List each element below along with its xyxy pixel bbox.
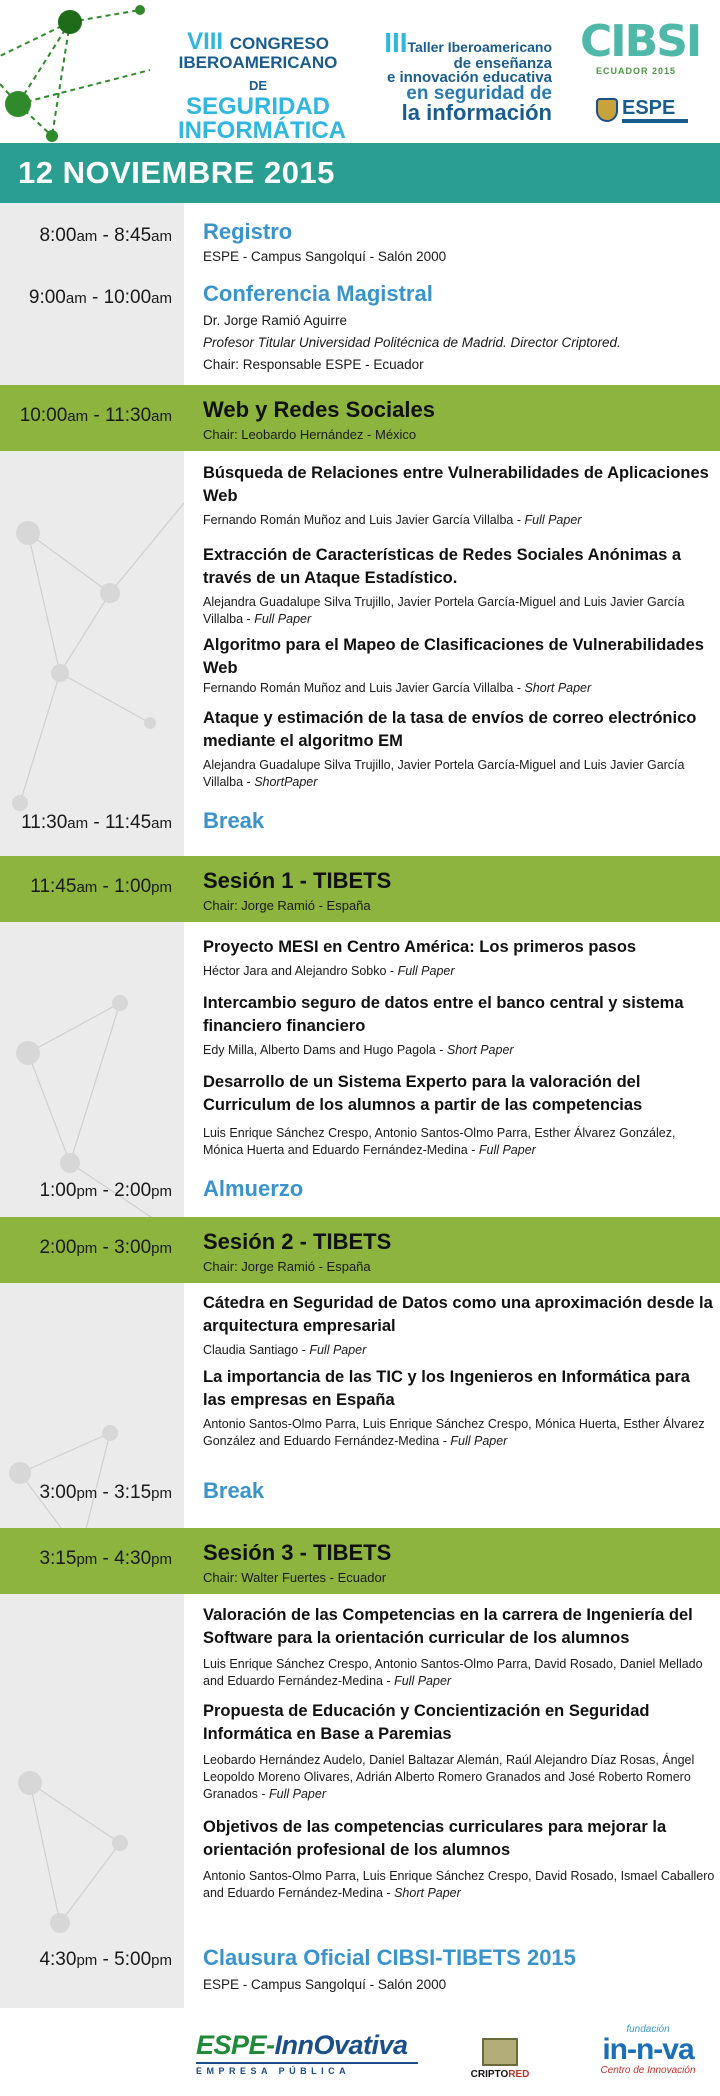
- paper-authors: Edy Milla, Alberto Dams and Hugo Pagola - Short Paper: [203, 1043, 514, 1057]
- paper-title: Proyecto MESI en Centro América: Los primeros pasos: [203, 938, 637, 956]
- paper-title: Desarrollo de un Sistema Experto para la valoración del Curriculum de los alumnos a partir de las competencias: [203, 1073, 643, 1114]
- espe-innovativa-name2: InnOvativa: [274, 2030, 408, 2060]
- paper-title: Objetivos de las competencias curriculares para mejorar la orientación profesional de los alumnos: [203, 1818, 667, 1859]
- session-header-sesion2: [0, 1217, 720, 1283]
- criptored-name-b: RED: [508, 2069, 530, 2080]
- event-place: ESPE - Campus Sangolquí - Salón 2000: [203, 249, 447, 264]
- taller-line1: Taller Iberoamericano: [407, 39, 552, 55]
- paper-item: [203, 992, 715, 1059]
- paper-item: [203, 1366, 715, 1450]
- paper-type: Full Paper: [524, 513, 582, 527]
- session-title: Web y Redes Sociales: [203, 397, 435, 422]
- time-label: 9:00am - 10:00am: [28, 287, 172, 308]
- paper-title: Extracción de Características de Redes Sociales Anónimas a través de un Ataque Estadístico.: [203, 546, 682, 587]
- paper-title: Ataque y estimación de la tasa de envíos de correo electrónico mediante el algoritmo EM: [203, 709, 697, 750]
- paper-type: Full Paper: [269, 1787, 326, 1801]
- paper-title: Algoritmo para el Mapeo de Clasificaciones de Vulnerabilidades Web: [203, 636, 704, 677]
- espe-innovativa-sub: EMPRESA PÚBLICA: [196, 2062, 418, 2076]
- espe-innovativa-logo: [196, 2032, 418, 2078]
- paper-item: [203, 936, 715, 980]
- paper-type: Short Paper: [524, 681, 592, 695]
- paper-authors: Alejandra Guadalupe Silva Trujillo, Javier Portela García-Miguel and Luis Javier García Villalba - Full Paper: [203, 595, 685, 626]
- innova-bottom: Centro de Innovación: [600, 2065, 696, 2076]
- congreso-line4: INFORMÁTICA: [178, 117, 346, 143]
- paper-type: Short Paper: [446, 1043, 514, 1057]
- taller-line2: de enseñanza: [453, 54, 552, 72]
- paper-authors: Alejandra Guadalupe Silva Trujillo, Javier Portela García-Miguel and Luis Javier García Villalba - ShortPaper: [203, 758, 685, 789]
- session-header-sesion3: [0, 1528, 720, 1594]
- paper-authors: Luis Enrique Sánchez Crespo, Antonio Santos-Olmo Parra, David Rosado, Daniel Mellado and Eduardo Fernández-Medina - Full Paper: [203, 1657, 703, 1688]
- congreso-line2: IBEROAMERICANO: [178, 53, 338, 72]
- paper-type: Short Paper: [394, 1886, 461, 1900]
- paper-item: [203, 1700, 715, 1803]
- paper-type: Full Paper: [394, 1674, 452, 1688]
- paper-title: Cátedra en Seguridad de Datos como una aproximación desde la arquitectura empresarial: [203, 1294, 713, 1335]
- paper-title: Intercambio seguro de datos entre el banco central y sistema financiero financiero: [203, 994, 684, 1035]
- network-background-icon: [0, 203, 184, 2008]
- event-chair: Chair: Responsable ESPE - Ecuador: [203, 357, 424, 372]
- paper-authors: Héctor Jara and Alejandro Sobko - Full Paper: [203, 964, 455, 978]
- cibsi-logo: [580, 16, 701, 76]
- session-chair: Chair: Jorge Ramió - España: [203, 898, 371, 913]
- paper-title: Valoración de las Competencias en la carrera de Ingeniería del Software para la orientación curricular de los alumnos: [203, 1606, 693, 1647]
- session-header-sesion1: [0, 856, 720, 922]
- paper-type: Full Paper: [254, 612, 312, 626]
- paper-item: [203, 634, 715, 697]
- paper-authors: Claudia Santiago - Full Paper: [203, 1343, 367, 1357]
- session-title: Sesión 2 - TIBETS: [203, 1229, 392, 1254]
- session-title: Sesión 1 - TIBETS: [203, 868, 392, 893]
- event-title: Break: [203, 808, 265, 833]
- date-banner: [0, 143, 720, 203]
- page-title: 12 NOVIEMBRE 2015: [18, 155, 335, 190]
- congreso-logo: [178, 28, 346, 143]
- header-banner: [0, 0, 720, 143]
- paper-title: Propuesta de Educación y Concientización en Seguridad Informática en Base a Paremias: [203, 1702, 650, 1743]
- innova-name: in-n-va: [602, 2033, 694, 2066]
- congreso-numeral: VIII: [187, 28, 224, 55]
- session-chair: Chair: Walter Fuertes - Ecuador: [203, 1570, 387, 1585]
- congreso-word: CONGRESO: [229, 34, 329, 53]
- session-chair: Chair: Leobardo Hernández - México: [203, 427, 417, 442]
- paper-authors: Fernando Román Muñoz and Luis Javier García Villalba - Short Paper: [203, 681, 592, 695]
- session-chair: Chair: Jorge Ramió - España: [203, 1259, 371, 1274]
- time-label: 11:45am - 1:00pm: [30, 876, 172, 897]
- paper-authors: Luis Enrique Sánchez Crespo, Antonio Santos-Olmo Parra, Esther Álvarez González, Mónica Huerta and Eduardo Fernández-Medina - Full Paper: [203, 1126, 676, 1157]
- sponsor-footer: [0, 2008, 720, 2096]
- fundacion-innova-logo: [578, 2024, 718, 2090]
- time-label: 3:15pm - 4:30pm: [39, 1548, 172, 1569]
- network-graphic-icon: [0, 0, 170, 143]
- event-title: Break: [203, 1478, 265, 1503]
- time-label: 2:00pm - 3:00pm: [39, 1237, 172, 1258]
- paper-item: [203, 544, 715, 628]
- paper-type: Full Paper: [450, 1434, 508, 1448]
- criptored-logo: [462, 2038, 538, 2088]
- time-label: 3:00pm - 3:15pm: [39, 1482, 172, 1503]
- session-title: Sesión 3 - TIBETS: [203, 1540, 392, 1565]
- paper-type: Full Paper: [478, 1143, 536, 1157]
- espe-innovativa-name1: ESPE-: [196, 2030, 275, 2060]
- paper-type: Full Paper: [309, 1343, 367, 1357]
- event-place: ESPE - Campus Sangolquí - Salón 2000: [203, 1977, 447, 1992]
- taller-line3: e innovación educativa: [386, 68, 552, 86]
- time-label: 11:30am - 11:45am: [21, 812, 172, 833]
- congreso-line3: SEGURIDAD: [185, 93, 330, 120]
- paper-title: La importancia de las TIC y los Ingenieros en Informática para las empresas en España: [203, 1368, 690, 1409]
- espe-shield-icon: [596, 98, 618, 122]
- time-label: 1:00pm - 2:00pm: [39, 1180, 172, 1201]
- event-title: Conferencia Magistral: [203, 281, 433, 306]
- taller-line5: la información: [401, 100, 552, 126]
- session-header-web: [0, 385, 720, 451]
- paper-item: [203, 707, 715, 791]
- event-speaker-role: Profesor Titular Universidad Politécnica de Madrid. Director Criptored.: [203, 335, 621, 350]
- espe-logo-text: ESPE: [622, 97, 676, 119]
- paper-item: [203, 1816, 715, 1902]
- paper-item: [203, 462, 715, 529]
- event-title: Clausura Oficial CIBSI-TIBETS 2015: [203, 1945, 576, 1970]
- time-label: 4:30pm - 5:00pm: [39, 1949, 172, 1970]
- paper-type: ShortPaper: [254, 775, 318, 789]
- criptored-name-a: CRIPTO: [470, 2069, 509, 2080]
- time-column: [0, 203, 184, 2008]
- paper-item: [203, 1292, 715, 1359]
- event-speaker: Dr. Jorge Ramió Aguirre: [203, 313, 348, 328]
- paper-authors: Antonio Santos-Olmo Parra, Luis Enrique Sánchez Crespo, Mónica Huerta, Esther Álvarez González and Eduardo Fernández-Medina - Full Paper: [203, 1417, 705, 1448]
- cibsi-subtitle: ECUADOR 2015: [595, 66, 677, 76]
- espe-logo: [596, 98, 692, 122]
- time-label: 8:00am - 8:45am: [39, 225, 172, 246]
- taller-logo: [356, 27, 552, 126]
- cibsi-logo-text: CIBSI: [580, 16, 701, 67]
- event-title: Almuerzo: [203, 1176, 304, 1201]
- time-label: 10:00am - 11:30am: [19, 405, 172, 426]
- paper-title: Búsqueda de Relaciones entre Vulnerabilidades de Aplicaciones Web: [203, 464, 709, 505]
- paper-authors: Antonio Santos-Olmo Parra, Luis Enrique Sánchez Crespo, David Rosado, Ismael Caballero and Eduardo Fernández-Medina - Short Paper: [203, 1869, 715, 1900]
- taller-numeral: III: [384, 27, 408, 58]
- congreso-line3-prefix: DE: [248, 78, 268, 93]
- innova-top: fundación: [626, 2024, 670, 2035]
- paper-item: [203, 1604, 715, 1690]
- event-title: Registro: [203, 219, 293, 244]
- paper-authors: Leobardo Hernández Audelo, Daniel Baltazar Alemán, Raúl Alejandro Díaz Rosas, Ángel Leopoldo Moreno Olivares, Adrián Alberto Romero Granados and José Roberto Romero Granados - Full Paper: [203, 1753, 695, 1801]
- paper-item: [203, 1071, 715, 1159]
- paper-authors: Fernando Román Muñoz and Luis Javier García Villalba - Full Paper: [203, 513, 582, 527]
- taller-line4: en seguridad de: [406, 83, 552, 105]
- paper-type: Full Paper: [397, 964, 455, 978]
- criptored-emblem-icon: [482, 2038, 518, 2066]
